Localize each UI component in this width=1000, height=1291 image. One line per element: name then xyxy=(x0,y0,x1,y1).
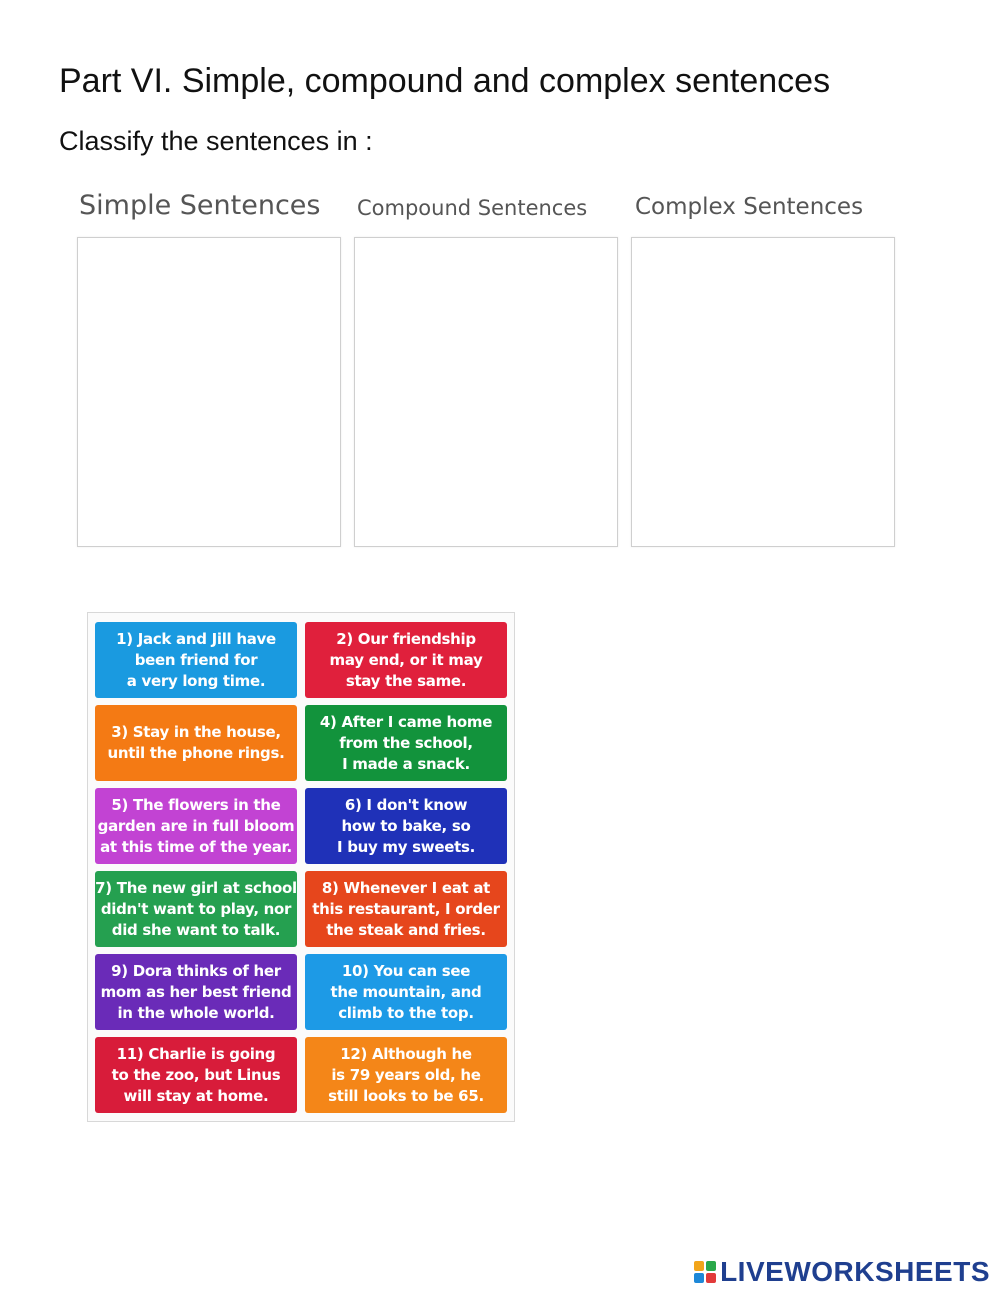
sentence-card-bank xyxy=(87,612,515,1122)
sentence-card-7[interactable]: 7) The new girl at school didn't want to play, nor did she want to talk. xyxy=(95,871,297,947)
page-title: Part VI. Simple, compound and complex sentences xyxy=(59,62,831,100)
compound-sentences-heading: Compound Sentences xyxy=(357,196,588,220)
logo-square xyxy=(694,1261,704,1271)
sentence-card-9[interactable]: 9) Dora thinks of her mom as her best friend in the whole world. xyxy=(95,954,297,1030)
liveworksheets-logo-icon xyxy=(694,1261,716,1283)
simple-sentences-drop-zone[interactable] xyxy=(77,237,341,547)
liveworksheets-brand xyxy=(694,1254,990,1290)
sentence-card-3[interactable]: 3) Stay in the house, until the phone rings. xyxy=(95,705,297,781)
instruction-text: Classify the sentences in : xyxy=(59,126,373,156)
complex-sentences-drop-zone[interactable] xyxy=(631,237,895,547)
simple-sentences-heading: Simple Sentences xyxy=(79,190,321,221)
sentence-card-12[interactable]: 12) Although he is 79 years old, he still looks to be 65. xyxy=(305,1037,507,1113)
brand-name: LIVEWORKSHEETS xyxy=(720,1256,990,1287)
logo-square xyxy=(694,1273,704,1283)
compound-sentences-drop-zone[interactable] xyxy=(354,237,618,547)
logo-square xyxy=(706,1261,716,1271)
sentence-card-2[interactable]: 2) Our friendship may end, or it may stay the same. xyxy=(305,622,507,698)
sentence-card-5[interactable]: 5) The flowers in the garden are in full bloom at this time of the year. xyxy=(95,788,297,864)
sentence-card-10[interactable]: 10) You can see the mountain, and climb to the top. xyxy=(305,954,507,1030)
sentence-card-11[interactable]: 11) Charlie is going to the zoo, but Linus will stay at home. xyxy=(95,1037,297,1113)
sentence-card-6[interactable]: 6) I don't know how to bake, so I buy my sweets. xyxy=(305,788,507,864)
sentence-card-8[interactable]: 8) Whenever I eat at this restaurant, I order the steak and fries. xyxy=(305,871,507,947)
complex-sentences-heading: Complex Sentences xyxy=(635,194,864,220)
logo-square xyxy=(706,1273,716,1283)
sentence-card-1[interactable]: 1) Jack and Jill have been friend for a very long time. xyxy=(95,622,297,698)
sentence-card-4[interactable]: 4) After I came home from the school, I made a snack. xyxy=(305,705,507,781)
